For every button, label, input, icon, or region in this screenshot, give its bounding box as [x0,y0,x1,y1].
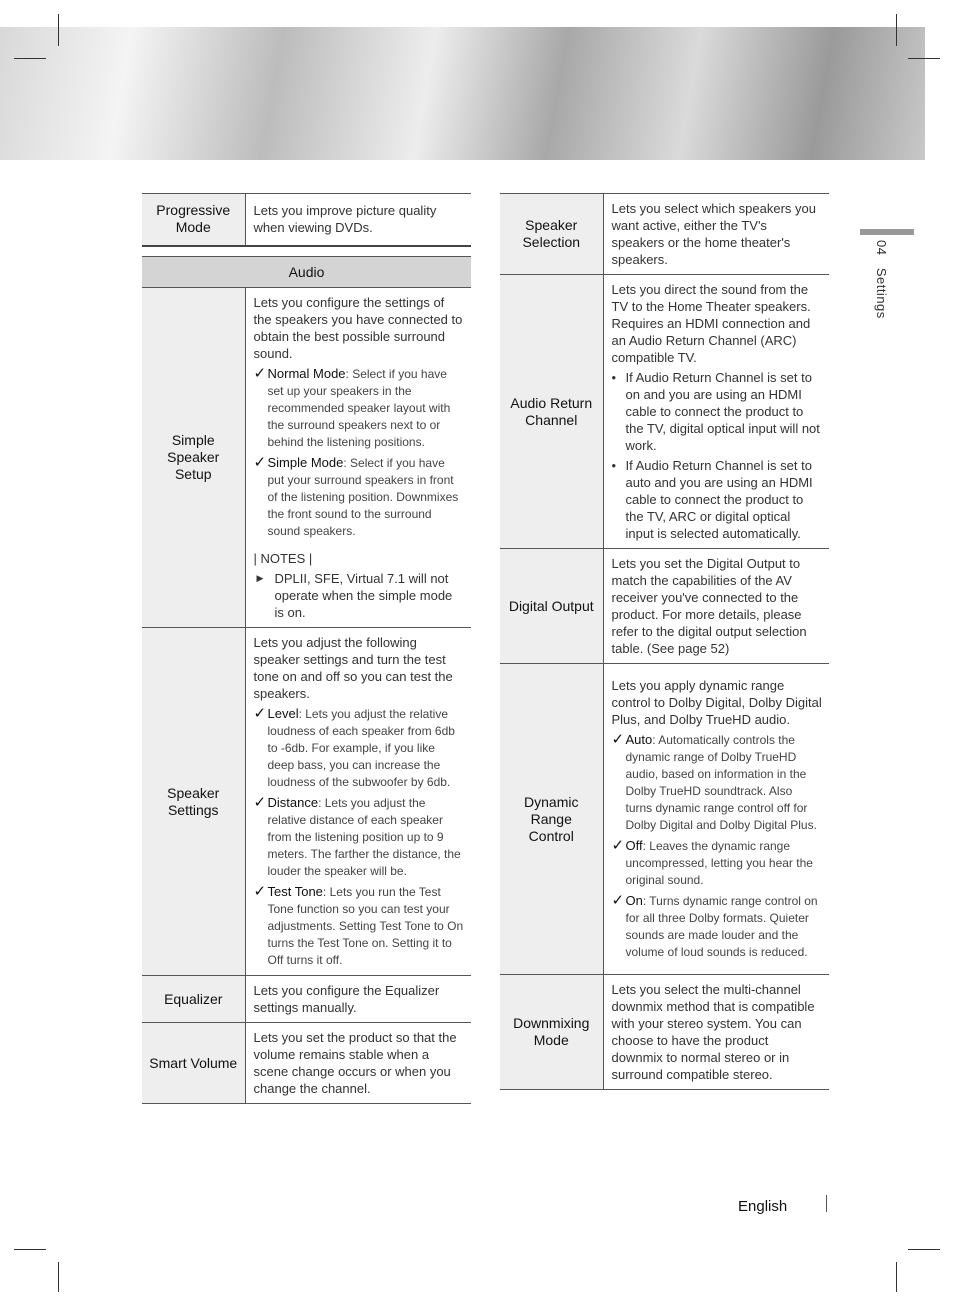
simple-speaker-setup-label: Simple Speaker Setup [142,288,245,628]
note-item: ▶ DPLII, SFE, Virtual 7.1 will not operate when the simple mode is on. [254,570,465,621]
check-icon: ✓ [611,837,625,854]
arc-intro: Lets you direct the sound from the TV to the Home Theater speakers. Requires an HDMI connection and an Audio Return Channel (ARC) compatible TV. [611,282,811,365]
distance-item: ✓ Distance: Lets you adjust the relative distance of each speaker from the listening position up to 9 meters. The farther the distance, the louder the speaker will be. [253,794,461,878]
crop-mark [14,58,46,59]
crop-mark [896,1262,897,1292]
downmixing-mode-desc: Lets you select the multi-channel downmix method that is compatible with your stereo system. You can choose to have the product downmix to normal stereo or in surround compatible stereo. [603,975,829,1090]
speaker-settings-label: Speaker Settings [142,628,245,976]
side-tab [874,240,889,319]
arc-bullet: • If Audio Return Channel is set to on and you are using an HDMI cable to connect the product to the TV, digital optical input will not work. [611,370,820,453]
simple-speaker-setup-desc [245,288,471,628]
triangle-bullet-icon: ▶ [256,573,264,583]
check-icon: ✓ [611,892,625,909]
chapter-number: 04 [874,240,889,256]
progressive-mode-desc: Lets you improve picture quality when viewing DVDs. [245,194,471,246]
audio-return-channel-label: Audio Return Channel [500,275,603,549]
speaker-settings-desc [245,628,471,976]
digital-output-desc: Lets you set the Digital Output to match the capabilities of the AV receiver you've connected to the product. For more details, please refer to the digital output selection table. (See page 52) [603,549,829,664]
header-banner [0,27,925,160]
crop-mark [14,1249,46,1250]
test-tone-item: ✓ Test Tone: Lets you run the Test Tone function so you can test your adjustments. Setting Test Tone to On turns the Test Tone on. Setting it to Off turns it off. [253,883,464,967]
crop-mark [908,1249,940,1250]
speaker-selection-label: Speaker Selection [500,194,603,275]
drc-auto-item: ✓ Auto: Automatically controls the dynamic range of Dolby TrueHD audio, based on information in the Dolby TrueHD soundtrack. Also turns dynamic range control off for Dolby Digital and Dolby Digital Plus. [611,731,817,832]
level-item: ✓ Level: Lets you adjust the relative loudness of each speaker from 6db to -6db. For example, if you like deep bass, you can increase the loudness of the subwoofer by 6db. [253,705,455,789]
progressive-table [142,193,471,247]
side-tab-bar [860,229,914,235]
digital-output-label: Digital Output [500,549,603,664]
audio-return-channel-desc [603,275,829,549]
audio-section-header: Audio [142,257,471,288]
check-icon: ✓ [253,883,267,900]
right-settings-table [500,193,829,1090]
footer-language: English [738,1198,788,1215]
check-icon: ✓ [611,731,625,748]
smart-volume-desc: Lets you set the product so that the volume remains stable when a scene change occurs or when you change the channel. [245,1023,471,1104]
notes-heading: | NOTES | [253,551,313,566]
bullet-icon: • [611,458,617,473]
drc-on-item: ✓ On: Turns dynamic range control on for all three Dolby formats. Quieter sounds are made louder and the volume of loud sounds is reduced. [611,892,818,959]
progressive-mode-label: Progressive Mode [142,194,245,246]
speaker-selection-desc: Lets you select which speakers you want active, either the TV's speakers or the home theater's speakers. [603,194,829,275]
equalizer-label: Equalizer [142,976,245,1023]
footer-divider [826,1195,827,1212]
bullet-icon: • [611,370,617,385]
speaker-settings-intro: Lets you adjust the following speaker settings and turn the test tone on and off so you can test the speakers. [253,635,453,701]
crop-mark [58,1262,59,1292]
simple-mode-item: ✓ Simple Mode: Select if you have put your surround speakers in front of the listening position. Downmixes the front sound to the surround sound speakers. [253,454,459,538]
check-icon: ✓ [253,705,267,722]
crop-mark [58,14,59,46]
audio-table [142,256,471,1104]
check-icon: ✓ [253,794,267,811]
simple-speaker-intro: Lets you configure the settings of the speakers you have connected to obtain the best possible surround sound. [253,295,463,361]
dynamic-range-control-label: Dynamic Range Control [500,664,603,975]
check-icon: ✓ [253,454,267,471]
check-icon: ✓ [253,365,267,382]
normal-mode-item: ✓ Normal Mode: Select if you have set up your speakers in the recommended speaker layout with the surround speakers next to or behind the listening positions. [253,365,451,449]
equalizer-desc: Lets you configure the Equalizer settings manually. [245,976,471,1023]
smart-volume-label: Smart Volume [142,1023,245,1104]
arc-bullet: • If Audio Return Channel is set to auto and you are using an HDMI cable to connect the product to the TV, ARC or digital optical input is selected automatically. [611,458,813,541]
downmixing-mode-label: Downmixing Mode [500,975,603,1090]
drc-off-item: ✓ Off: Leaves the dynamic range uncompressed, letting you hear the original sound. [611,837,813,887]
drc-intro: Lets you apply dynamic range control to Dolby Digital, Dolby Digital Plus, and Dolby TrueHD audio. [611,678,822,727]
crop-mark [908,58,940,59]
dynamic-range-control-desc [603,664,829,975]
crop-mark [896,14,897,46]
chapter-title: Settings [874,267,889,319]
